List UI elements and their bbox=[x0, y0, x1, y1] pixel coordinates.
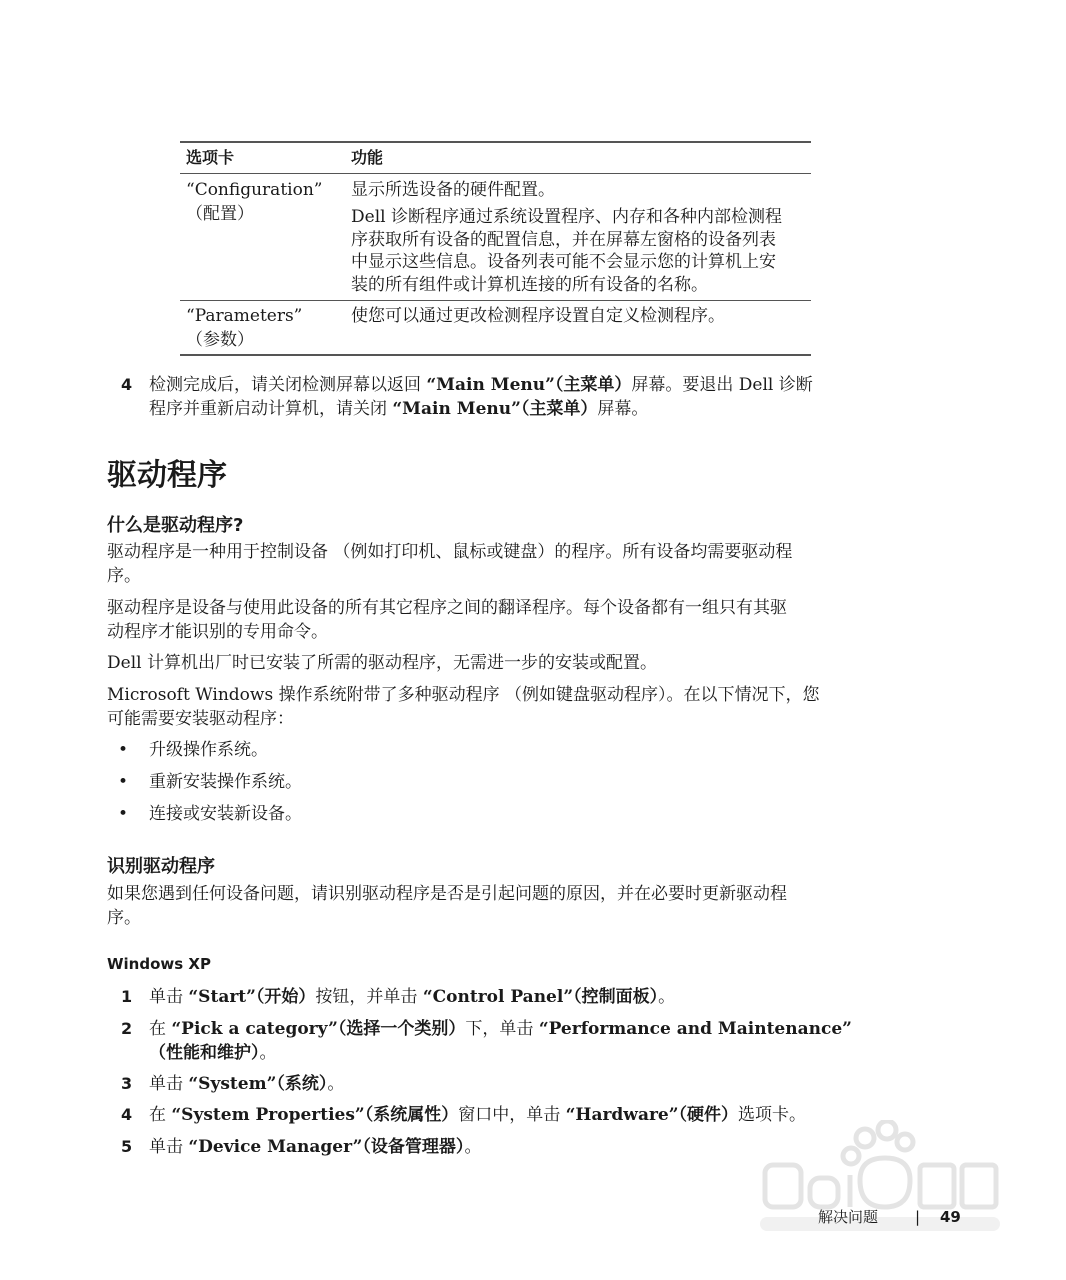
table-bottom-rule bbox=[180, 354, 811, 356]
footer-section: 解决问题 bbox=[818, 1208, 879, 1226]
step-text: 单击 “Device Manager”（设备管理器）。 bbox=[149, 1137, 482, 1157]
step-number: 2 bbox=[121, 1019, 133, 1038]
step-text: 在 “System Properties”（系统属性）窗口中，单击 “Hardware”（硬件）选项卡。 bbox=[149, 1105, 807, 1125]
table-top-rule bbox=[180, 141, 811, 143]
bullet-icon: • bbox=[118, 740, 129, 760]
bullet-item: 连接或安装新设备。 bbox=[149, 804, 302, 824]
step-text: （性能和维护）。 bbox=[149, 1043, 277, 1063]
function-text: 显示所选设备的硬件配置。 bbox=[351, 180, 555, 200]
bullet-icon: • bbox=[118, 804, 129, 824]
bullet-item: 重新安装操作系统。 bbox=[149, 772, 302, 792]
step-number: 5 bbox=[121, 1137, 133, 1156]
page-number: 49 bbox=[940, 1208, 961, 1226]
step-number: 3 bbox=[121, 1074, 133, 1093]
baidu-watermark-logo bbox=[755, 1120, 1005, 1235]
paragraph: 如果您遇到任何设备问题，请识别驱动程序是否是引起问题的原因，并在必要时更新驱动程 序。 bbox=[107, 884, 787, 928]
table-cell-tab bbox=[186, 178, 322, 226]
footer-separator: | bbox=[915, 1208, 921, 1226]
function-text: 序获取所有设备的配置信息，并在屏幕左窗格的设备列表 bbox=[351, 229, 776, 250]
step-number: 4 bbox=[121, 1105, 133, 1124]
tab-name: “Configuration” bbox=[186, 180, 323, 200]
table-header-function: 功能 bbox=[351, 148, 384, 167]
step-text: 检测完成后，请关闭检测屏幕以返回 “Main Menu”（主菜单）屏幕。要退出 Dell 诊断 bbox=[149, 375, 813, 395]
tab-name-cn: （参数） bbox=[186, 330, 254, 350]
paragraph: 驱动程序是设备与使用此设备的所有其它程序之间的翻译程序。每个设备都有一组只有其驱 动程序才能识别的专用命令。 bbox=[107, 598, 787, 642]
tab-name-cn: （配置） bbox=[186, 204, 254, 224]
paragraph: Microsoft Windows 操作系统附带了多种驱动程序 （例如键盘驱动程序）。在以下情况下，您 可能需要安装驱动程序： bbox=[107, 685, 820, 729]
table-header-rule bbox=[180, 173, 811, 174]
table-row-rule bbox=[180, 300, 811, 301]
baidu-watermark-url bbox=[760, 1217, 1000, 1231]
step-text: 单击 “System”（系统）。 bbox=[149, 1074, 345, 1094]
subsection-title: 什么是驱动程序? bbox=[107, 515, 244, 536]
table-cell-function bbox=[351, 304, 725, 328]
table-header-tab: 选项卡 bbox=[186, 148, 235, 167]
function-text: 装的所有组件或计算机连接的所有设备的名称。 bbox=[351, 274, 708, 295]
paragraph: 驱动程序是一种用于控制设备 （例如打印机、鼠标或键盘）的程序。所有设备均需要驱动程 序。 bbox=[107, 542, 793, 586]
bullet-icon: • bbox=[118, 772, 129, 792]
tab-name: “Parameters” bbox=[186, 306, 303, 326]
table-cell-function bbox=[351, 178, 782, 296]
section-title: 驱动程序 bbox=[107, 458, 227, 493]
table-cell-tab bbox=[186, 304, 302, 352]
function-text: Dell 诊断程序通过系统设置程序、内存和各种内部检测程 bbox=[351, 207, 782, 227]
step-text: 程序并重新启动计算机，请关闭 “Main Menu”（主菜单）屏幕。 bbox=[149, 399, 649, 419]
subsection-title: 识别驱动程序 bbox=[107, 856, 215, 877]
step-text: 在 “Pick a category”（选择一个类别）下，单击 “Performance and Maintenance” bbox=[149, 1019, 852, 1039]
bullet-item: 升级操作系统。 bbox=[149, 740, 268, 760]
os-heading: Windows XP bbox=[107, 955, 211, 973]
step-number: 4 bbox=[121, 375, 133, 394]
step-text: 单击 “Start”（开始）按钮，并单击 “Control Panel”（控制面板）。 bbox=[149, 987, 676, 1007]
function-text: 使您可以通过更改检测程序设置自定义检测程序。 bbox=[351, 306, 725, 326]
paragraph: Dell 计算机出厂时已安装了所需的驱动程序，无需进一步的安装或配置。 bbox=[107, 653, 657, 673]
step-number: 1 bbox=[121, 987, 133, 1006]
function-text: 中显示这些信息。设备列表可能不会显示您的计算机上安 bbox=[351, 252, 776, 272]
